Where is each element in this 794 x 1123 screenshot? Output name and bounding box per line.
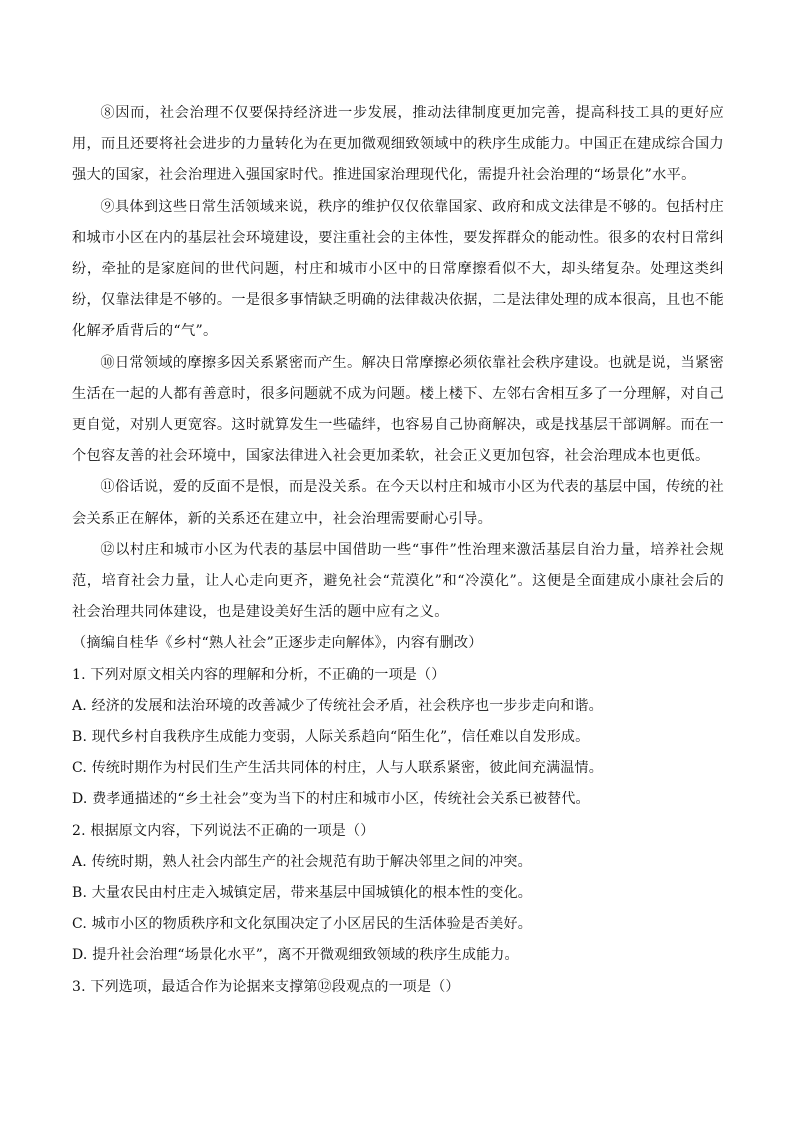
paragraph-10: ⑩日常领域的摩擦多因关系紧密而产生。解决日常摩擦必须依靠社会秩序建设。也就是说，当紧密生活在一起的人都有善意时，很多问题就不成为问题。楼上楼下、左邻右舍相互多了一分理解，对自己更自觉，对别人更宽容。这时就算发生一些磕绊，也容易自己协商解决，或是找基层干部调解。而在一个包容友善的社会环境中，国家法律进入社会更加柔软，社会正义更加包容，社会治理成本也更低。 (72, 354, 724, 465)
question-1-option-c: C. 传统时期作为村民们生产生活共同体的村庄，人与人联系紧密，彼此间充满温情。 (72, 760, 603, 777)
question-2-option-b: B. 大量农民由村庄走入城镇定居，带来基层中国城镇化的根本性的变化。 (72, 885, 532, 902)
question-1-stem: 1. 下列对原文相关内容的理解和分析，不正确的一项是（） (72, 666, 446, 683)
question-2-option-d: D. 提升社会治理“场景化水平”，离不开微观细致领域的秩序生成能力。 (72, 947, 519, 964)
paragraph-12: ⑫以村庄和城市小区为代表的基层中国借助一些“事件”性治理来激活基层自治力量，培养社会规范，培育社会力量，让人心走向更齐，避免社会“荒漠化”和“冷漠化”。这便是全面建成小康社会后的社会治理共同体建设，也是建设美好生活的题中应有之义。 (72, 541, 724, 621)
paragraph-11: ⑪俗话说，爱的反面不是恨，而是没关系。在今天以村庄和城市小区为代表的基层中国，传统的社会关系正在解体，新的关系还在建立中，社会治理需要耐心引导。 (72, 479, 724, 527)
paragraph-8: ⑧因而，社会治理不仅要保持经济进一步发展，推动法律制度更加完善，提高科技工具的更好应用，而且还要将社会进步的力量转化为在更加微观细致领域中的秩序生成能力。中国正在建成综合国力强大的国家，社会治理进入强国家时代。推进国家治理现代化，需提升社会治理的“场景化”水平。 (72, 105, 724, 184)
question-1-option-b: B. 现代乡村自我秩序生成能力变弱，人际关系趋向“陌生化”，信任难以自发形成。 (72, 729, 590, 746)
question-2-option-a: A. 传统时期，熟人社会内部生产的社会规范有助于解决邻里之间的冲突。 (72, 853, 532, 870)
question-2-stem: 2. 根据原文内容，下列说法不正确的一项是（） (72, 822, 375, 839)
question-1-option-a: A. 经济的发展和法治环境的改善减少了传统社会矛盾，社会秩序也一步步走向和谐。 (72, 697, 603, 714)
question-2-option-c: C. 城市小区的物质秩序和文化氛围决定了小区居民的生活体验是否美好。 (72, 916, 532, 933)
question-1-option-d: D. 费孝通描述的“乡土社会”变为当下的村庄和城市小区，传统社会关系已被替代。 (72, 791, 590, 808)
source-note: （摘编自桂华《乡村“熟人社会”正逐步走向解体》，内容有删改） (72, 635, 483, 652)
question-3-stem: 3. 下列选项，最适合作为论据来支撑第⑫段观点的一项是（） (72, 978, 460, 995)
paragraph-9: ⑨具体到这些日常生活领域来说，秩序的维护仅仅依靠国家、政府和成文法律是不够的。包括村庄和城市小区在内的基层社会环境建设，要注重社会的主体性，要发挥群众的能动性。很多的农村日常纠纷，牵扯的是家庭间的世代问题，村庄和城市小区中的日常摩擦看似不大，却头绪复杂。处理这类纠纷，仅靠法律是不够的。一是很多事情缺乏明确的法律裁决依据，二是法律处理的成本很高，且也不能化解矛盾背后的“气”。 (72, 198, 724, 340)
